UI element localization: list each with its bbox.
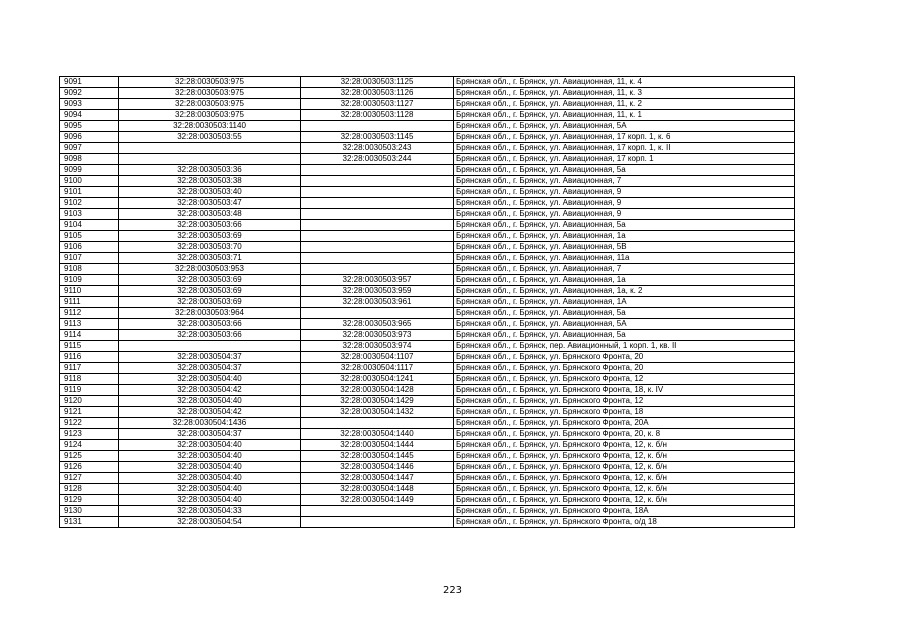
- object-number-cell: 32:28:0030504:1448: [301, 484, 454, 495]
- parcel-number-cell: [119, 154, 301, 165]
- object-number-cell: [301, 506, 454, 517]
- object-number-cell: 32:28:0030504:1432: [301, 407, 454, 418]
- parcel-number-cell: 32:28:0030504:40: [119, 440, 301, 451]
- object-number-cell: [301, 517, 454, 528]
- object-number-cell: [301, 209, 454, 220]
- table-row: [60, 495, 795, 506]
- address-cell: Брянская обл., г. Брянск, ул. Авиационная, 7: [454, 264, 795, 275]
- address-cell: Брянская обл., г. Брянск, ул. Брянского Фронта, 12, к. б/н: [454, 495, 795, 506]
- address-cell: Брянская обл., г. Брянск, ул. Брянского Фронта, 18А: [454, 506, 795, 517]
- address-cell: Брянская обл., г. Брянск, ул. Брянского Фронта, 20: [454, 363, 795, 374]
- row-number-cell: 9130: [60, 506, 119, 517]
- address-cell: Брянская обл., г. Брянск, ул. Авиационная, 17 корп. 1, к. II: [454, 143, 795, 154]
- table-row: [60, 198, 795, 209]
- address-cell: Брянская обл., г. Брянск, ул. Брянского Фронта, 12, к. б/н: [454, 473, 795, 484]
- object-number-cell: 32:28:0030504:1107: [301, 352, 454, 363]
- address-cell: Брянская обл., г. Брянск, ул. Авиационная, 1а, к. 2: [454, 286, 795, 297]
- parcel-number-cell: 32:28:0030503:70: [119, 242, 301, 253]
- row-number-cell: 9097: [60, 143, 119, 154]
- row-number-cell: 9098: [60, 154, 119, 165]
- table-row: [60, 220, 795, 231]
- object-number-cell: [301, 176, 454, 187]
- parcel-number-cell: 32:28:0030503:69: [119, 231, 301, 242]
- table-row: [60, 341, 795, 352]
- parcel-number-cell: 32:28:0030503:66: [119, 319, 301, 330]
- object-number-cell: 32:28:0030504:1117: [301, 363, 454, 374]
- table-row: [60, 484, 795, 495]
- object-number-cell: [301, 198, 454, 209]
- table-row: [60, 143, 795, 154]
- object-number-cell: 32:28:0030503:1127: [301, 99, 454, 110]
- row-number-cell: 9104: [60, 220, 119, 231]
- parcel-number-cell: 32:28:0030503:953: [119, 264, 301, 275]
- parcel-number-cell: 32:28:0030504:40: [119, 495, 301, 506]
- address-cell: Брянская обл., г. Брянск, ул. Авиационная, 1а: [454, 275, 795, 286]
- object-number-cell: 32:28:0030504:1445: [301, 451, 454, 462]
- table-row: [60, 429, 795, 440]
- object-number-cell: 32:28:0030503:1125: [301, 77, 454, 88]
- object-number-cell: 32:28:0030503:244: [301, 154, 454, 165]
- address-cell: Брянская обл., г. Брянск, ул. Брянского Фронта, 12: [454, 374, 795, 385]
- parcel-number-cell: [119, 341, 301, 352]
- address-cell: Брянская обл., г. Брянск, ул. Авиационная, 11, к. 1: [454, 110, 795, 121]
- table-row: [60, 462, 795, 473]
- object-number-cell: 32:28:0030503:974: [301, 341, 454, 352]
- row-number-cell: 9125: [60, 451, 119, 462]
- parcel-number-cell: 32:28:0030504:40: [119, 451, 301, 462]
- table-row: [60, 286, 795, 297]
- object-number-cell: 32:28:0030503:1126: [301, 88, 454, 99]
- row-number-cell: 9123: [60, 429, 119, 440]
- parcel-number-cell: 32:28:0030503:69: [119, 286, 301, 297]
- table-row: [60, 506, 795, 517]
- address-cell: Брянская обл., г. Брянск, ул. Брянского Фронта, 20: [454, 352, 795, 363]
- table-row: [60, 308, 795, 319]
- row-number-cell: 9124: [60, 440, 119, 451]
- parcel-number-cell: 32:28:0030504:1436: [119, 418, 301, 429]
- parcel-number-cell: 32:28:0030504:40: [119, 462, 301, 473]
- parcel-number-cell: 32:28:0030503:69: [119, 275, 301, 286]
- table-row: [60, 209, 795, 220]
- table-row: [60, 187, 795, 198]
- object-number-cell: 32:28:0030503:961: [301, 297, 454, 308]
- table-row: [60, 154, 795, 165]
- address-cell: Брянская обл., г. Брянск, ул. Авиационная, 9: [454, 198, 795, 209]
- object-number-cell: 32:28:0030504:1429: [301, 396, 454, 407]
- table-row: [60, 407, 795, 418]
- parcel-number-cell: 32:28:0030503:975: [119, 77, 301, 88]
- address-cell: Брянская обл., г. Брянск, пер. Авиационный, 1 корп. 1, кв. II: [454, 341, 795, 352]
- parcel-number-cell: 32:28:0030503:55: [119, 132, 301, 143]
- row-number-cell: 9114: [60, 330, 119, 341]
- row-number-cell: 9122: [60, 418, 119, 429]
- parcel-number-cell: 32:28:0030504:40: [119, 374, 301, 385]
- object-number-cell: 32:28:0030504:1241: [301, 374, 454, 385]
- address-cell: Брянская обл., г. Брянск, ул. Брянского Фронта, 20, к. 8: [454, 429, 795, 440]
- row-number-cell: 9105: [60, 231, 119, 242]
- object-number-cell: 32:28:0030503:959: [301, 286, 454, 297]
- registry-table: [59, 76, 795, 528]
- parcel-number-cell: [119, 143, 301, 154]
- parcel-number-cell: 32:28:0030503:975: [119, 88, 301, 99]
- object-number-cell: 32:28:0030503:965: [301, 319, 454, 330]
- row-number-cell: 9127: [60, 473, 119, 484]
- address-cell: Брянская обл., г. Брянск, ул. Авиационная, 1а: [454, 231, 795, 242]
- parcel-number-cell: 32:28:0030503:66: [119, 330, 301, 341]
- address-cell: Брянская обл., г. Брянск, ул. Авиационная, 1А: [454, 297, 795, 308]
- address-cell: Брянская обл., г. Брянск, ул. Брянского Фронта, 12: [454, 396, 795, 407]
- address-cell: Брянская обл., г. Брянск, ул. Брянского Фронта, 18: [454, 407, 795, 418]
- row-number-cell: 9129: [60, 495, 119, 506]
- row-number-cell: 9109: [60, 275, 119, 286]
- object-number-cell: [301, 308, 454, 319]
- row-number-cell: 9103: [60, 209, 119, 220]
- address-cell: Брянская обл., г. Брянск, ул. Авиационная, 5а: [454, 220, 795, 231]
- address-cell: Брянская обл., г. Брянск, ул. Брянского Фронта, 18, к. IV: [454, 385, 795, 396]
- parcel-number-cell: 32:28:0030503:964: [119, 308, 301, 319]
- table-row: [60, 99, 795, 110]
- address-cell: Брянская обл., г. Брянск, ул. Авиационная, 9: [454, 187, 795, 198]
- address-cell: Брянская обл., г. Брянск, ул. Авиационная, 11, к. 3: [454, 88, 795, 99]
- table-row: [60, 275, 795, 286]
- row-number-cell: 9118: [60, 374, 119, 385]
- object-number-cell: [301, 165, 454, 176]
- object-number-cell: [301, 418, 454, 429]
- address-cell: Брянская обл., г. Брянск, ул. Авиационная, 5А: [454, 319, 795, 330]
- address-cell: Брянская обл., г. Брянск, ул. Авиационная, 11а: [454, 253, 795, 264]
- address-cell: Брянская обл., г. Брянск, ул. Брянского Фронта, 20А: [454, 418, 795, 429]
- row-number-cell: 9110: [60, 286, 119, 297]
- parcel-number-cell: 32:28:0030504:40: [119, 484, 301, 495]
- parcel-number-cell: 32:28:0030504:54: [119, 517, 301, 528]
- table-row: [60, 440, 795, 451]
- row-number-cell: 9121: [60, 407, 119, 418]
- page-number: 223: [442, 585, 463, 596]
- address-cell: Брянская обл., г. Брянск, ул. Авиационная, 11, к. 2: [454, 99, 795, 110]
- object-number-cell: [301, 187, 454, 198]
- object-number-cell: 32:28:0030504:1447: [301, 473, 454, 484]
- row-number-cell: 9116: [60, 352, 119, 363]
- address-cell: Брянская обл., г. Брянск, ул. Авиационная, 7: [454, 176, 795, 187]
- row-number-cell: 9131: [60, 517, 119, 528]
- table-row: [60, 77, 795, 88]
- object-number-cell: 32:28:0030504:1428: [301, 385, 454, 396]
- parcel-number-cell: 32:28:0030504:33: [119, 506, 301, 517]
- address-cell: Брянская обл., г. Брянск, ул. Авиационная, 5а: [454, 165, 795, 176]
- table-row: [60, 253, 795, 264]
- parcel-number-cell: 32:28:0030504:40: [119, 473, 301, 484]
- row-number-cell: 9128: [60, 484, 119, 495]
- table-row: [60, 418, 795, 429]
- row-number-cell: 9113: [60, 319, 119, 330]
- address-cell: Брянская обл., г. Брянск, ул. Брянского Фронта, о/д 18: [454, 517, 795, 528]
- row-number-cell: 9092: [60, 88, 119, 99]
- row-number-cell: 9106: [60, 242, 119, 253]
- object-number-cell: [301, 121, 454, 132]
- row-number-cell: 9108: [60, 264, 119, 275]
- object-number-cell: [301, 264, 454, 275]
- parcel-number-cell: 32:28:0030503:40: [119, 187, 301, 198]
- row-number-cell: 9093: [60, 99, 119, 110]
- parcel-number-cell: 32:28:0030503:36: [119, 165, 301, 176]
- table-row: [60, 132, 795, 143]
- address-cell: Брянская обл., г. Брянск, ул. Авиационная, 5а: [454, 330, 795, 341]
- parcel-number-cell: 32:28:0030504:37: [119, 363, 301, 374]
- parcel-number-cell: 32:28:0030503:975: [119, 99, 301, 110]
- table-row: [60, 451, 795, 462]
- address-cell: Брянская обл., г. Брянск, ул. Авиационная, 9: [454, 209, 795, 220]
- parcel-number-cell: 32:28:0030503:66: [119, 220, 301, 231]
- address-cell: Брянская обл., г. Брянск, ул. Брянского Фронта, 12, к. б/н: [454, 462, 795, 473]
- object-number-cell: 32:28:0030503:1128: [301, 110, 454, 121]
- row-number-cell: 9102: [60, 198, 119, 209]
- row-number-cell: 9112: [60, 308, 119, 319]
- registry-table-body: [60, 77, 795, 528]
- parcel-number-cell: 32:28:0030504:37: [119, 352, 301, 363]
- object-number-cell: [301, 231, 454, 242]
- parcel-number-cell: 32:28:0030503:48: [119, 209, 301, 220]
- row-number-cell: 9115: [60, 341, 119, 352]
- row-number-cell: 9094: [60, 110, 119, 121]
- address-cell: Брянская обл., г. Брянск, ул. Авиационная, 11, к. 4: [454, 77, 795, 88]
- table-row: [60, 396, 795, 407]
- object-number-cell: 32:28:0030503:243: [301, 143, 454, 154]
- object-number-cell: [301, 220, 454, 231]
- object-number-cell: 32:28:0030504:1449: [301, 495, 454, 506]
- row-number-cell: 9119: [60, 385, 119, 396]
- object-number-cell: 32:28:0030504:1444: [301, 440, 454, 451]
- row-number-cell: 9091: [60, 77, 119, 88]
- row-number-cell: 9107: [60, 253, 119, 264]
- address-cell: Брянская обл., г. Брянск, ул. Авиационная, 17 корп. 1, к. 6: [454, 132, 795, 143]
- table-row: [60, 374, 795, 385]
- object-number-cell: 32:28:0030503:1145: [301, 132, 454, 143]
- parcel-number-cell: 32:28:0030504:42: [119, 407, 301, 418]
- row-number-cell: 9095: [60, 121, 119, 132]
- address-cell: Брянская обл., г. Брянск, ул. Брянского Фронта, 12, к. б/н: [454, 484, 795, 495]
- parcel-number-cell: 32:28:0030503:1140: [119, 121, 301, 132]
- parcel-number-cell: 32:28:0030504:40: [119, 396, 301, 407]
- address-cell: Брянская обл., г. Брянск, ул. Брянского Фронта, 12, к. б/н: [454, 440, 795, 451]
- table-row: [60, 363, 795, 374]
- row-number-cell: 9117: [60, 363, 119, 374]
- table-row: [60, 330, 795, 341]
- parcel-number-cell: 32:28:0030504:37: [119, 429, 301, 440]
- row-number-cell: 9099: [60, 165, 119, 176]
- table-row: [60, 297, 795, 308]
- table-row: [60, 88, 795, 99]
- table-row: [60, 319, 795, 330]
- row-number-cell: 9100: [60, 176, 119, 187]
- row-number-cell: 9126: [60, 462, 119, 473]
- object-number-cell: [301, 253, 454, 264]
- table-row: [60, 264, 795, 275]
- address-cell: Брянская обл., г. Брянск, ул. Брянского Фронта, 12, к. б/н: [454, 451, 795, 462]
- table-row: [60, 121, 795, 132]
- parcel-number-cell: 32:28:0030503:69: [119, 297, 301, 308]
- object-number-cell: 32:28:0030503:973: [301, 330, 454, 341]
- address-cell: Брянская обл., г. Брянск, ул. Авиационная, 5В: [454, 242, 795, 253]
- parcel-number-cell: 32:28:0030503:47: [119, 198, 301, 209]
- parcel-number-cell: 32:28:0030504:42: [119, 385, 301, 396]
- table-row: [60, 517, 795, 528]
- row-number-cell: 9101: [60, 187, 119, 198]
- row-number-cell: 9096: [60, 132, 119, 143]
- address-cell: Брянская обл., г. Брянск, ул. Авиационная, 5А: [454, 121, 795, 132]
- object-number-cell: 32:28:0030504:1440: [301, 429, 454, 440]
- object-number-cell: 32:28:0030504:1446: [301, 462, 454, 473]
- table-row: [60, 352, 795, 363]
- table-row: [60, 473, 795, 484]
- address-cell: Брянская обл., г. Брянск, ул. Авиационная, 17 корп. 1: [454, 154, 795, 165]
- address-cell: Брянская обл., г. Брянск, ул. Авиационная, 5а: [454, 308, 795, 319]
- object-number-cell: 32:28:0030503:957: [301, 275, 454, 286]
- parcel-number-cell: 32:28:0030503:38: [119, 176, 301, 187]
- table-row: [60, 176, 795, 187]
- table-row: [60, 385, 795, 396]
- table-row: [60, 110, 795, 121]
- parcel-number-cell: 32:28:0030503:975: [119, 110, 301, 121]
- table-row: [60, 165, 795, 176]
- row-number-cell: 9120: [60, 396, 119, 407]
- row-number-cell: 9111: [60, 297, 119, 308]
- parcel-number-cell: 32:28:0030503:71: [119, 253, 301, 264]
- table-row: [60, 231, 795, 242]
- object-number-cell: [301, 242, 454, 253]
- table-row: [60, 242, 795, 253]
